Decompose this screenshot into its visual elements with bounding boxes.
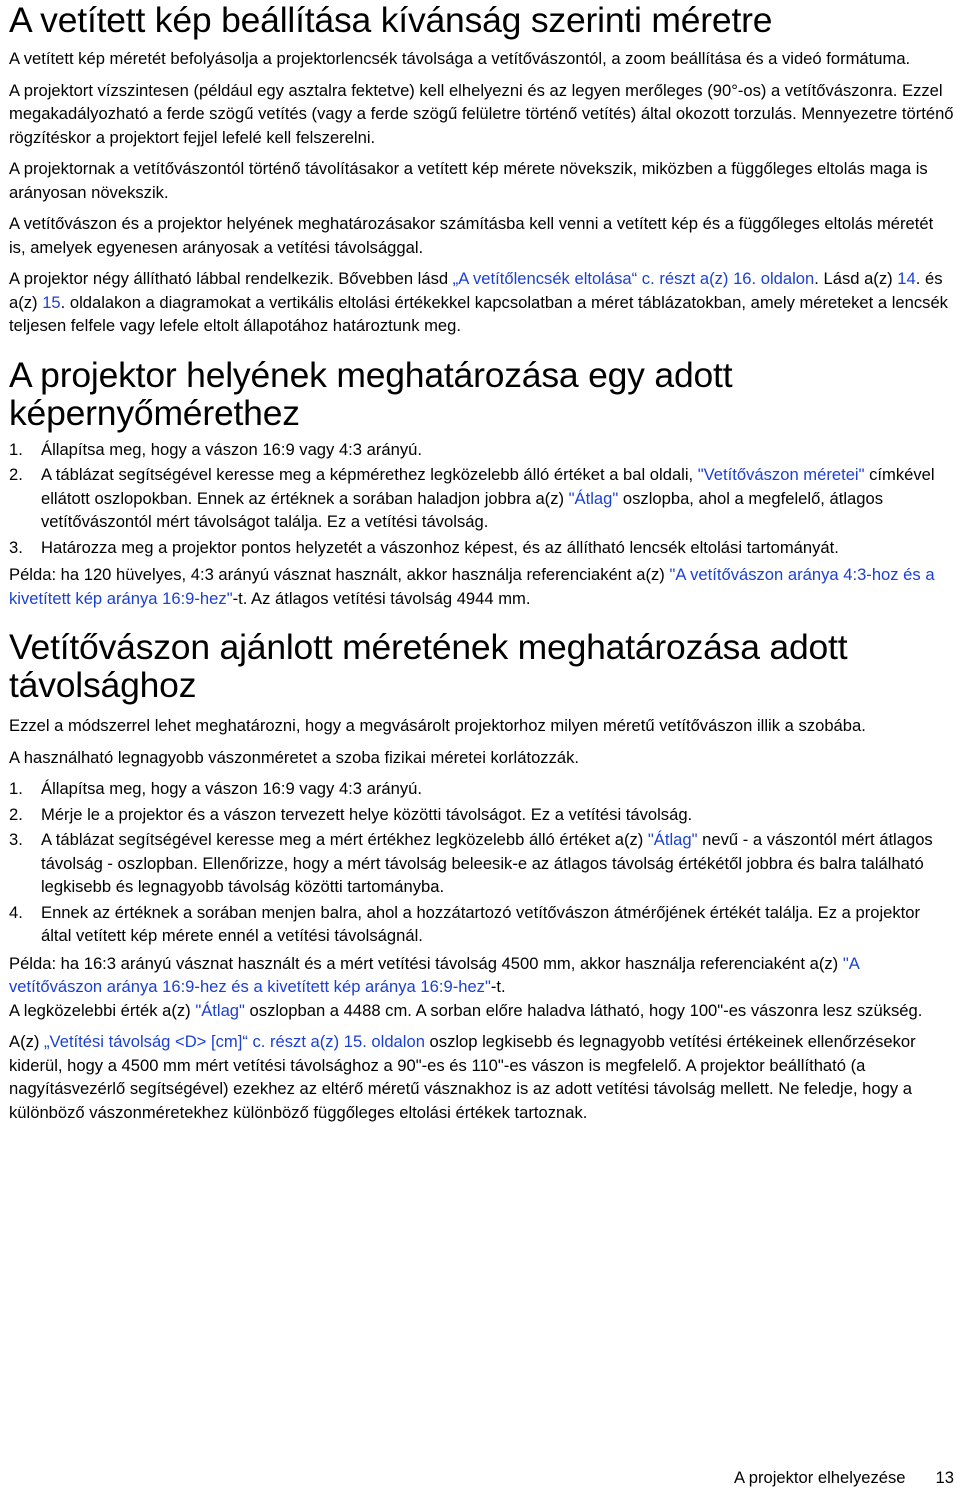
document-page [9,0,954,1124]
list-item [9,777,954,801]
list-item-text: A táblázat segítségével keresse meg a mért értékhez legközelebb álló értéket a(z) [41,830,648,849]
section-title-1: A vetített kép beállítása kívánság szerinti méretre [9,0,773,40]
list-item [9,803,954,827]
list-item-number: 2. [9,465,23,484]
text-run: Példa: ha 120 hüvelyes, 4:3 arányú vásznat használt, akkor használja referenciaként a(z) [9,565,670,584]
list-item [9,536,954,560]
list-item [9,828,954,899]
text-run: A projektor négy állítható lábbal rendelkezik. Bővebben lásd [9,269,453,288]
list-item-text: Állapítsa meg, hogy a vászon 16:9 vagy 4:3 arányú. [41,439,422,459]
list-item-number: 3. [9,830,23,849]
text-run: A(z) [9,1032,45,1051]
section-title-3: Vetítővászon ajánlott méretének meghatározása adott távolsághoz [9,627,848,705]
example-2 [9,952,954,999]
paragraph-3: A projektornak a vetítővászontól történő távolításakor a vetített kép mérete növekszik, miközben a függőleges eltolás maga is arányosan növekszik. [9,159,928,202]
paragraph-1: A vetített kép méretét befolyásolja a projektorlencsék távolsága a vetítővászontól, a zoom beállítása és a videó formátuma. [9,49,911,68]
column-reference-link[interactable]: "Vetítővászon méretei" [697,465,865,484]
list-item-number: 1. [9,439,23,459]
section-title-2: A projektor helyének meghatározása egy adott képernyőmérethez [9,354,733,433]
paragraph-7: A használható legnagyobb vászonméretet a szoba fizikai méretei korlátozzák. [9,747,580,767]
list-item-text: oszlopba, ahol a megfelelő, átlagos vetítővászontól mért távolságot találja. Ez a vetítési távolság. [41,488,884,531]
link-lens-shift-page[interactable]: „A vetítőlencsék eltolása“ c. részt a(z) 16. oldalon [452,269,815,288]
list-item-number: 4. [9,902,23,922]
link-page-15[interactable]: 15 [42,292,61,312]
link-table-169-169[interactable]: "A vetítővászon aránya 16:9-hez és a kivetített kép aránya 16:9-hez" [9,953,859,996]
list-item-number: 1. [9,779,23,798]
list-item-text: nevű - a vászontól mért átlagos távolság - oszlopban. Ellenőrizze, hogy a mért távolság beleesik-e az átlagos távolság értékétől jobbra és balra található legkisebb és legnagyobb távolság közötti tartományba. [41,830,933,896]
column-reference-link[interactable]: "Átlag" [568,488,619,508]
paragraph-5 [9,267,954,338]
link-table-43-169[interactable]: "A vetítővászon aránya 4:3-hoz és a kivetített kép aránya 16:9-hez" [9,565,935,608]
text-run: -t. Az átlagos vetítési távolság 4944 mm. [232,588,531,608]
text-run: . oldalakon a diagramokat a vertikális eltolási értékekkel kapcsolatban a méret táblázatokban, amely méreteket a lencsék teljesen felfele vagy lefele eltolt állapotához határoztunk meg. [9,292,948,335]
footer-section-title: A projektor elhelyezése [733,1468,906,1487]
list-item-text: Határozza meg a projektor pontos helyzetét a vászonhoz képest, és az állítható lencsék eltolási tartományát. [41,537,839,557]
list-item-number: 2. [9,804,23,824]
list-item-number: 3. [9,537,23,557]
text-run: . és a(z) [9,269,943,312]
steps-list-1 [9,438,954,560]
link-throw-distance-page[interactable]: „Vetítési távolság <D> [cm]“ c. részt a(z) 15. oldalon [44,1032,425,1051]
list-item-text: Mérje le a projektor és a vászon tervezett helye közötti távolságot. Ez a vetítési távolság. [41,804,693,824]
paragraph-4: A vetítővászon és a projektor helyének meghatározásakor számításba kell venni a vetített kép és a függőleges eltolás méretét is, amelyek egyenesen arányosak a vetítési távolsággal. [9,214,934,257]
text-run: A legközelebbi érték a(z) [9,1000,196,1020]
page-footer [734,1466,954,1489]
list-item-text: A táblázat segítségével keresse meg a képmérethez legközelebb álló értéket a bal oldali, [41,465,698,484]
paragraph-2: A projektort vízszintesen (például egy asztalra fektetve) kell elhelyezni és az legyen merőleges (90°-os) a vetítővászonra. Ezzel megakadályozható a ferde szögű vetítés (vagy a ferde szögű felületre történő vetítés) által okozott torzulás. Mennyezetre történő rögzítéskor a projektort fejjel lefelé kell felszerelni. [9,80,954,147]
list-item [9,463,954,534]
paragraph-9 [9,1030,954,1124]
link-average-column[interactable]: "Átlag" [195,1000,245,1020]
list-item-text: címkével ellátott oszlopokban. Ennek az értéknek a sorában haladjon jobbra a(z) [41,465,935,508]
list-item-text: Állapítsa meg, hogy a vászon 16:9 vagy 4:3 arányú. [41,779,422,798]
steps-list-2 [9,777,954,948]
text-run: oszlop legkisebb és legnagyobb vetítési értékeinek ellenőrzésekor kiderül, hogy a 4500 mm mért vetítési távolsághoz a 90"-es és 110"-es vászon is megfelelő. A projektor beállítható (a nagyításvezérlő segítségével) ezekhez az eltérő méretű vásznakhoz is az adott vetítési távolság mellett. Ne feledje, hogy a különböző vászonméretekhez különböző függőleges eltolási értékek tartoznak. [9,1032,916,1122]
example-1 [9,563,954,610]
text-run: . Lásd a(z) [814,269,898,288]
text-run: Példa: ha 16:3 arányú vásznat használt és a mért vetítési távolság 4500 mm, akkor használja referenciaként a(z) [9,953,843,973]
paragraph-6: Ezzel a módszerrel lehet meghatározni, hogy a megvásárolt projektorhoz milyen méretű vetítővászon illik a szobába. [9,716,866,735]
link-page-14[interactable]: 14 [897,269,916,288]
list-item-text: Ennek az értéknek a sorában menjen balra, ahol a hozzátartozó vetítővászon átmérőjének értékét találja. Ez a projektor által vetített kép mérete ennél a vetítési távolságnál. [41,902,921,945]
list-item [9,901,954,948]
paragraph-8 [9,999,954,1023]
page-number: 13 [935,1468,954,1487]
list-item [9,438,954,462]
text-run: -t. [490,977,506,996]
column-reference-link[interactable]: "Átlag" [647,830,698,849]
text-run: oszlopban a 4488 cm. A sorban előre haladva látható, hogy 100"-es vászonra lesz szükség. [244,1000,923,1020]
